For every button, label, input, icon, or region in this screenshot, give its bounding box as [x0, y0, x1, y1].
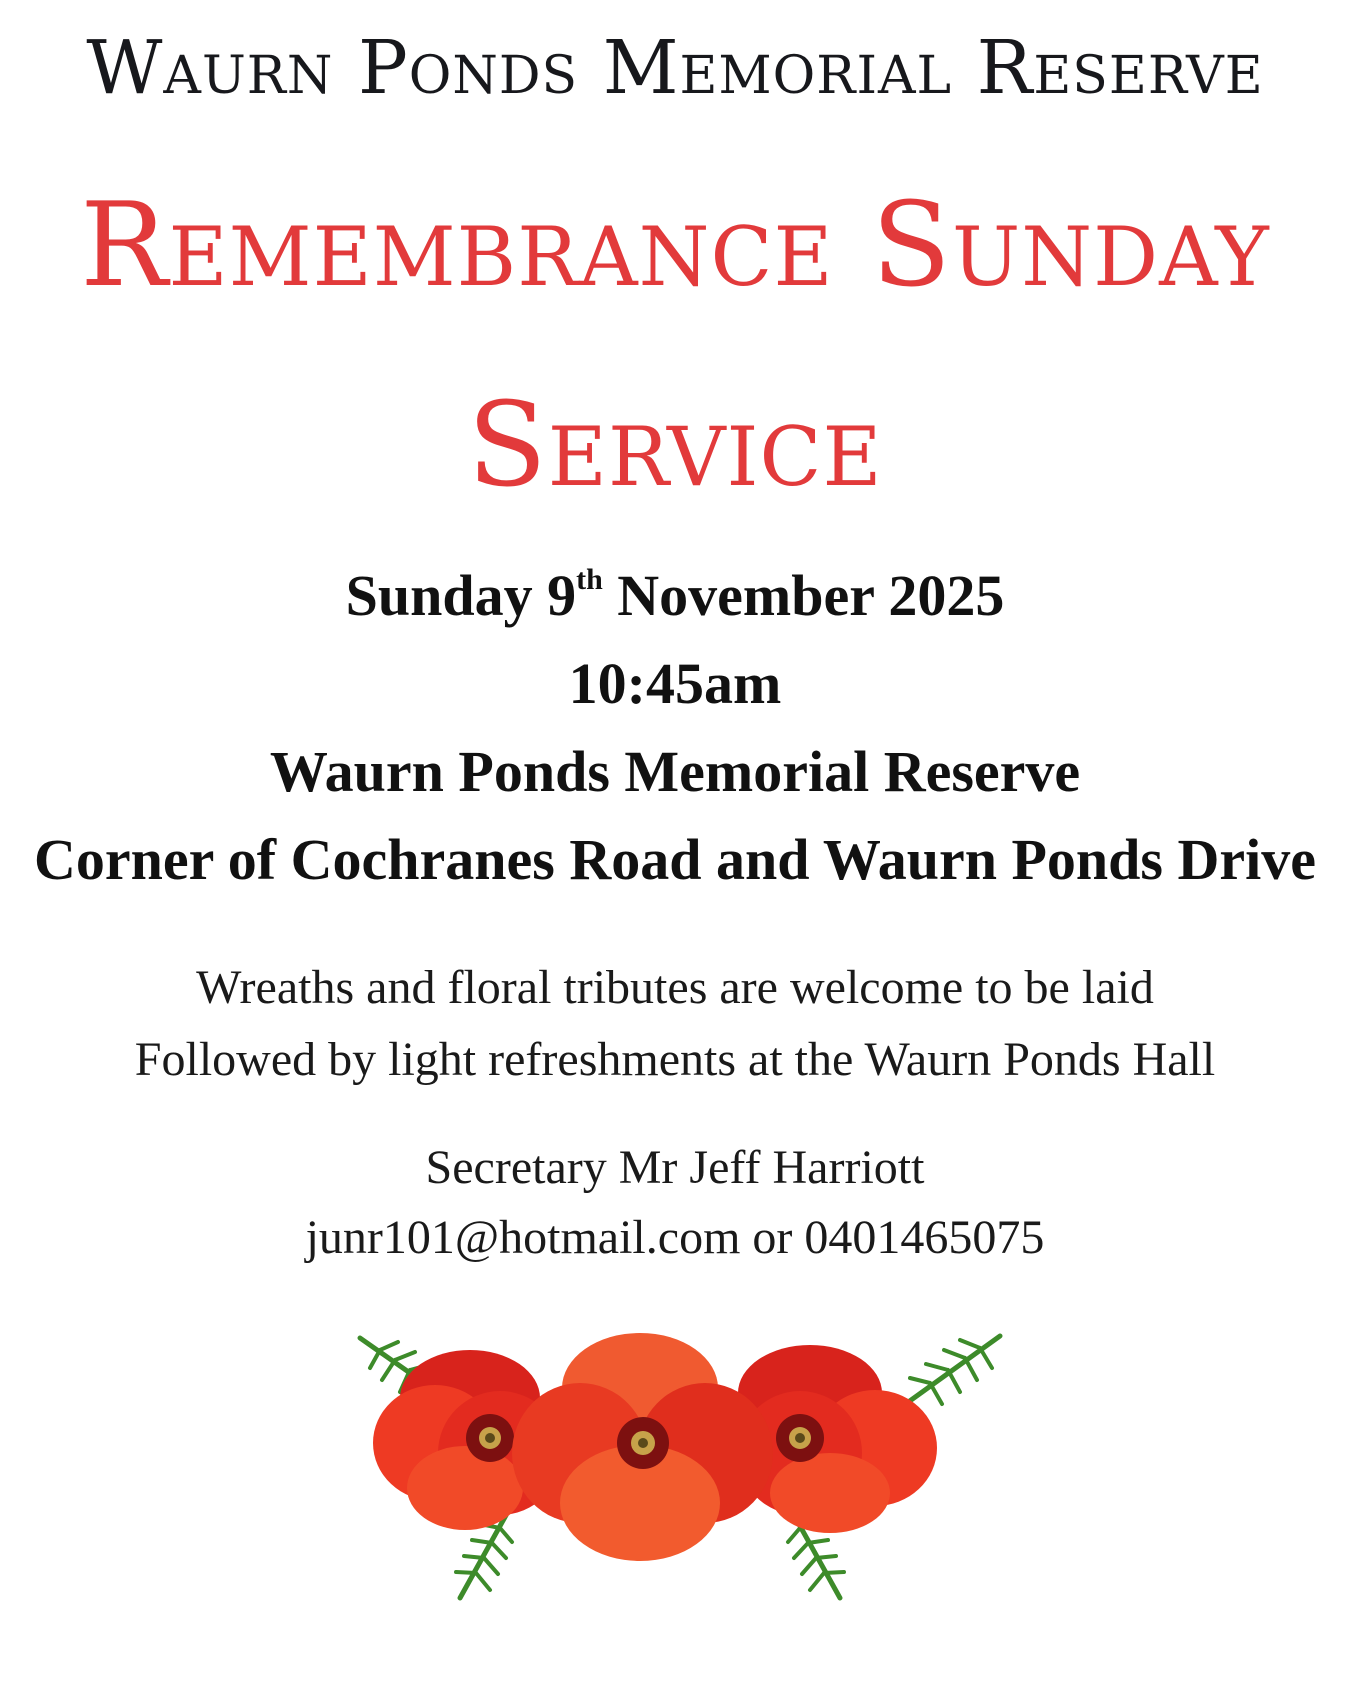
- poppy-center: [512, 1333, 773, 1561]
- event-date-day: Sunday 9: [345, 563, 577, 628]
- event-time: 10:45am: [568, 651, 782, 716]
- event-title-line-1: Remembrance Sunday: [80, 178, 1270, 313]
- contact-details: junr101@hotmail.com or 0401465075: [305, 1211, 1045, 1264]
- wreaths-note: Wreaths and floral tributes are welcome to be laid: [196, 961, 1154, 1014]
- refreshments-note: Followed by light refreshments at the Waurn Ponds Hall: [134, 1033, 1216, 1086]
- event-title-line-2: Service: [467, 378, 883, 513]
- event-date-suffix: th: [576, 563, 603, 596]
- event-place: Waurn Ponds Memorial Reserve: [269, 739, 1081, 804]
- event-date: [0, 562, 1350, 629]
- event-date-month-year: November 2025: [602, 563, 1005, 628]
- poppy-flowers-icon: [340, 1328, 1020, 1628]
- secretary-name: Secretary Mr Jeff Harriott: [425, 1141, 925, 1194]
- event-address: Corner of Cochranes Road and Waurn Ponds Drive: [33, 827, 1316, 892]
- venue-title: Waurn Ponds Memorial Reserve: [86, 25, 1264, 111]
